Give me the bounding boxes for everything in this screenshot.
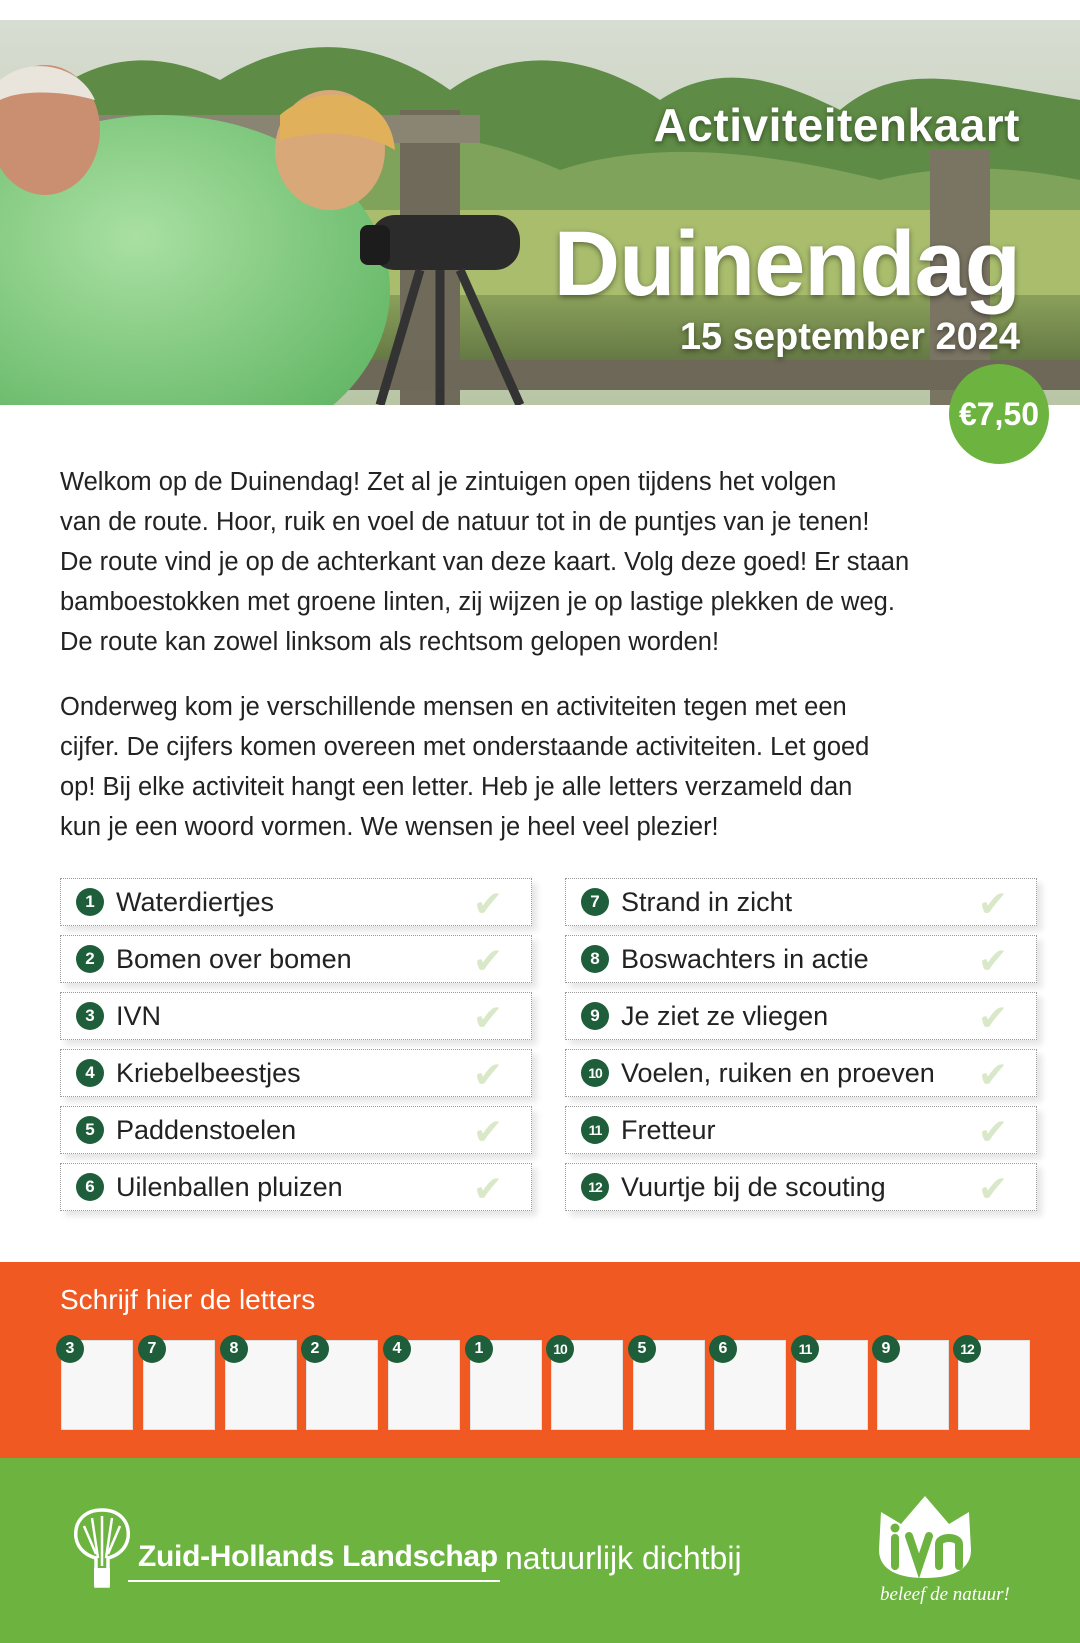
letter-box[interactable] bbox=[388, 1340, 460, 1430]
checkmark-icon[interactable]: ✔ bbox=[472, 997, 503, 1038]
activity-label: Kriebelbeestjes bbox=[116, 1057, 301, 1088]
checkmark-icon[interactable]: ✔ bbox=[977, 1111, 1008, 1152]
activity-number: 6 bbox=[76, 1173, 104, 1201]
activity-label: Voelen, ruiken en proeven bbox=[621, 1057, 935, 1088]
checkmark-icon[interactable]: ✔ bbox=[977, 1054, 1008, 1095]
checkmark-icon[interactable]: ✔ bbox=[977, 1168, 1008, 1209]
activity-item bbox=[565, 992, 1037, 1040]
activity-item bbox=[565, 1163, 1037, 1211]
checkmark-icon[interactable]: ✔ bbox=[472, 1054, 503, 1095]
intro-line: De route kan zowel linksom als rechtsom gelopen worden! bbox=[60, 628, 720, 656]
activity-label: Waterdiertjes bbox=[116, 886, 275, 917]
hero-banner bbox=[0, 20, 1080, 405]
activity-list-left bbox=[60, 878, 532, 1220]
letter-box[interactable] bbox=[225, 1340, 297, 1430]
letter-box[interactable] bbox=[61, 1340, 133, 1430]
letter-box[interactable] bbox=[796, 1340, 868, 1430]
letters-section bbox=[0, 1262, 1080, 1458]
ivn-logo-icon bbox=[873, 1492, 978, 1582]
intro-line: Welkom op de Duinendag! Zet al je zintuigen open tijdens het volgen bbox=[60, 468, 837, 496]
activity-number: 10 bbox=[581, 1059, 609, 1087]
letter-box-number: 11 bbox=[791, 1335, 819, 1363]
activity-number: 4 bbox=[76, 1059, 104, 1087]
activity-item bbox=[565, 1049, 1037, 1097]
activity-item bbox=[60, 1163, 532, 1211]
letter-box-number: 2 bbox=[301, 1335, 329, 1363]
intro-line: Onderweg kom je verschillende mensen en activiteiten tegen met een bbox=[60, 693, 847, 721]
activity-number: 8 bbox=[581, 945, 609, 973]
letter-box-number: 8 bbox=[220, 1335, 248, 1363]
letter-box[interactable] bbox=[306, 1340, 378, 1430]
activity-label: Paddenstoelen bbox=[116, 1114, 297, 1145]
activity-label: Fretteur bbox=[621, 1114, 716, 1145]
activity-item bbox=[565, 935, 1037, 983]
activity-number: 11 bbox=[581, 1116, 609, 1144]
letter-box[interactable] bbox=[714, 1340, 786, 1430]
event-date: 15 september 2024 bbox=[679, 316, 1020, 358]
letter-box-number: 1 bbox=[465, 1335, 493, 1363]
ivn-tagline: beleef de natuur! bbox=[880, 1584, 1010, 1605]
activity-item bbox=[60, 1049, 532, 1097]
letter-box[interactable] bbox=[551, 1340, 623, 1430]
activity-number: 1 bbox=[76, 888, 104, 916]
activity-number: 5 bbox=[76, 1116, 104, 1144]
activity-number: 7 bbox=[581, 888, 609, 916]
activity-item bbox=[60, 1106, 532, 1154]
activity-number: 9 bbox=[581, 1002, 609, 1030]
checkmark-icon[interactable]: ✔ bbox=[472, 1168, 503, 1209]
letter-box-number: 7 bbox=[138, 1335, 166, 1363]
letter-box-number: 9 bbox=[872, 1335, 900, 1363]
footer bbox=[0, 1458, 1080, 1643]
organization-tagline: natuurlijk dichtbij bbox=[505, 1540, 742, 1576]
activity-list-right bbox=[565, 878, 1037, 1220]
organization-name: Zuid-Hollands Landschap bbox=[138, 1540, 498, 1573]
letter-box-number: 4 bbox=[383, 1335, 411, 1363]
activity-item bbox=[60, 878, 532, 926]
letter-box-number: 3 bbox=[56, 1335, 84, 1363]
hero-kicker: Activiteitenkaart bbox=[653, 99, 1020, 151]
intro-line: kun je een woord vormen. We wensen je heel veel plezier! bbox=[60, 813, 719, 841]
tree-logo-icon bbox=[72, 1506, 132, 1588]
activity-label: Strand in zicht bbox=[621, 886, 793, 917]
intro-line: van de route. Hoor, ruik en voel de natuur tot in de puntjes van je tenen! bbox=[60, 508, 870, 536]
letter-box-number: 12 bbox=[953, 1335, 981, 1363]
activity-item bbox=[565, 1106, 1037, 1154]
checkmark-icon[interactable]: ✔ bbox=[472, 883, 503, 924]
letter-box[interactable] bbox=[143, 1340, 215, 1430]
letters-title: Schrijf hier de letters bbox=[60, 1284, 316, 1315]
activity-item bbox=[565, 878, 1037, 926]
checkmark-icon[interactable]: ✔ bbox=[472, 1111, 503, 1152]
checkmark-icon[interactable]: ✔ bbox=[977, 940, 1008, 981]
letter-box-number: 5 bbox=[628, 1335, 656, 1363]
activity-number: 2 bbox=[76, 945, 104, 973]
price-badge: €7,50 bbox=[949, 364, 1049, 464]
intro-line: op! Bij elke activiteit hangt een letter. Heb je alle letters verzameld dan bbox=[60, 773, 853, 801]
intro-paragraph-1 bbox=[60, 462, 990, 662]
checkmark-icon[interactable]: ✔ bbox=[977, 883, 1008, 924]
page-title: Duinendag bbox=[553, 213, 1020, 315]
letter-box[interactable] bbox=[958, 1340, 1030, 1430]
activity-label: Boswachters in actie bbox=[621, 943, 869, 974]
letter-box-number: 6 bbox=[709, 1335, 737, 1363]
activity-label: Je ziet ze vliegen bbox=[621, 1000, 829, 1031]
intro-line: bamboestokken met groene linten, zij wijzen je op lastige plekken de weg. bbox=[60, 588, 895, 616]
activity-label: Bomen over bomen bbox=[116, 943, 352, 974]
activity-number: 12 bbox=[581, 1173, 609, 1201]
checkmark-icon[interactable]: ✔ bbox=[977, 997, 1008, 1038]
intro-line: cijfer. De cijfers komen overeen met onderstaande activiteiten. Let goed bbox=[60, 733, 870, 761]
activity-label: Vuurtje bij de scouting bbox=[621, 1171, 886, 1202]
letter-box[interactable] bbox=[877, 1340, 949, 1430]
activity-number: 3 bbox=[76, 1002, 104, 1030]
activity-item bbox=[60, 935, 532, 983]
checkmark-icon[interactable]: ✔ bbox=[472, 940, 503, 981]
activity-label: Uilenballen pluizen bbox=[116, 1171, 343, 1202]
activity-item bbox=[60, 992, 532, 1040]
letter-box[interactable] bbox=[470, 1340, 542, 1430]
letter-box-number: 10 bbox=[546, 1335, 574, 1363]
organization-underline bbox=[128, 1580, 500, 1582]
intro-line: De route vind je op de achterkant van deze kaart. Volg deze goed! Er staan bbox=[60, 548, 910, 576]
activity-label: IVN bbox=[116, 1000, 162, 1031]
intro-paragraph-2 bbox=[60, 687, 990, 847]
letter-box[interactable] bbox=[633, 1340, 705, 1430]
